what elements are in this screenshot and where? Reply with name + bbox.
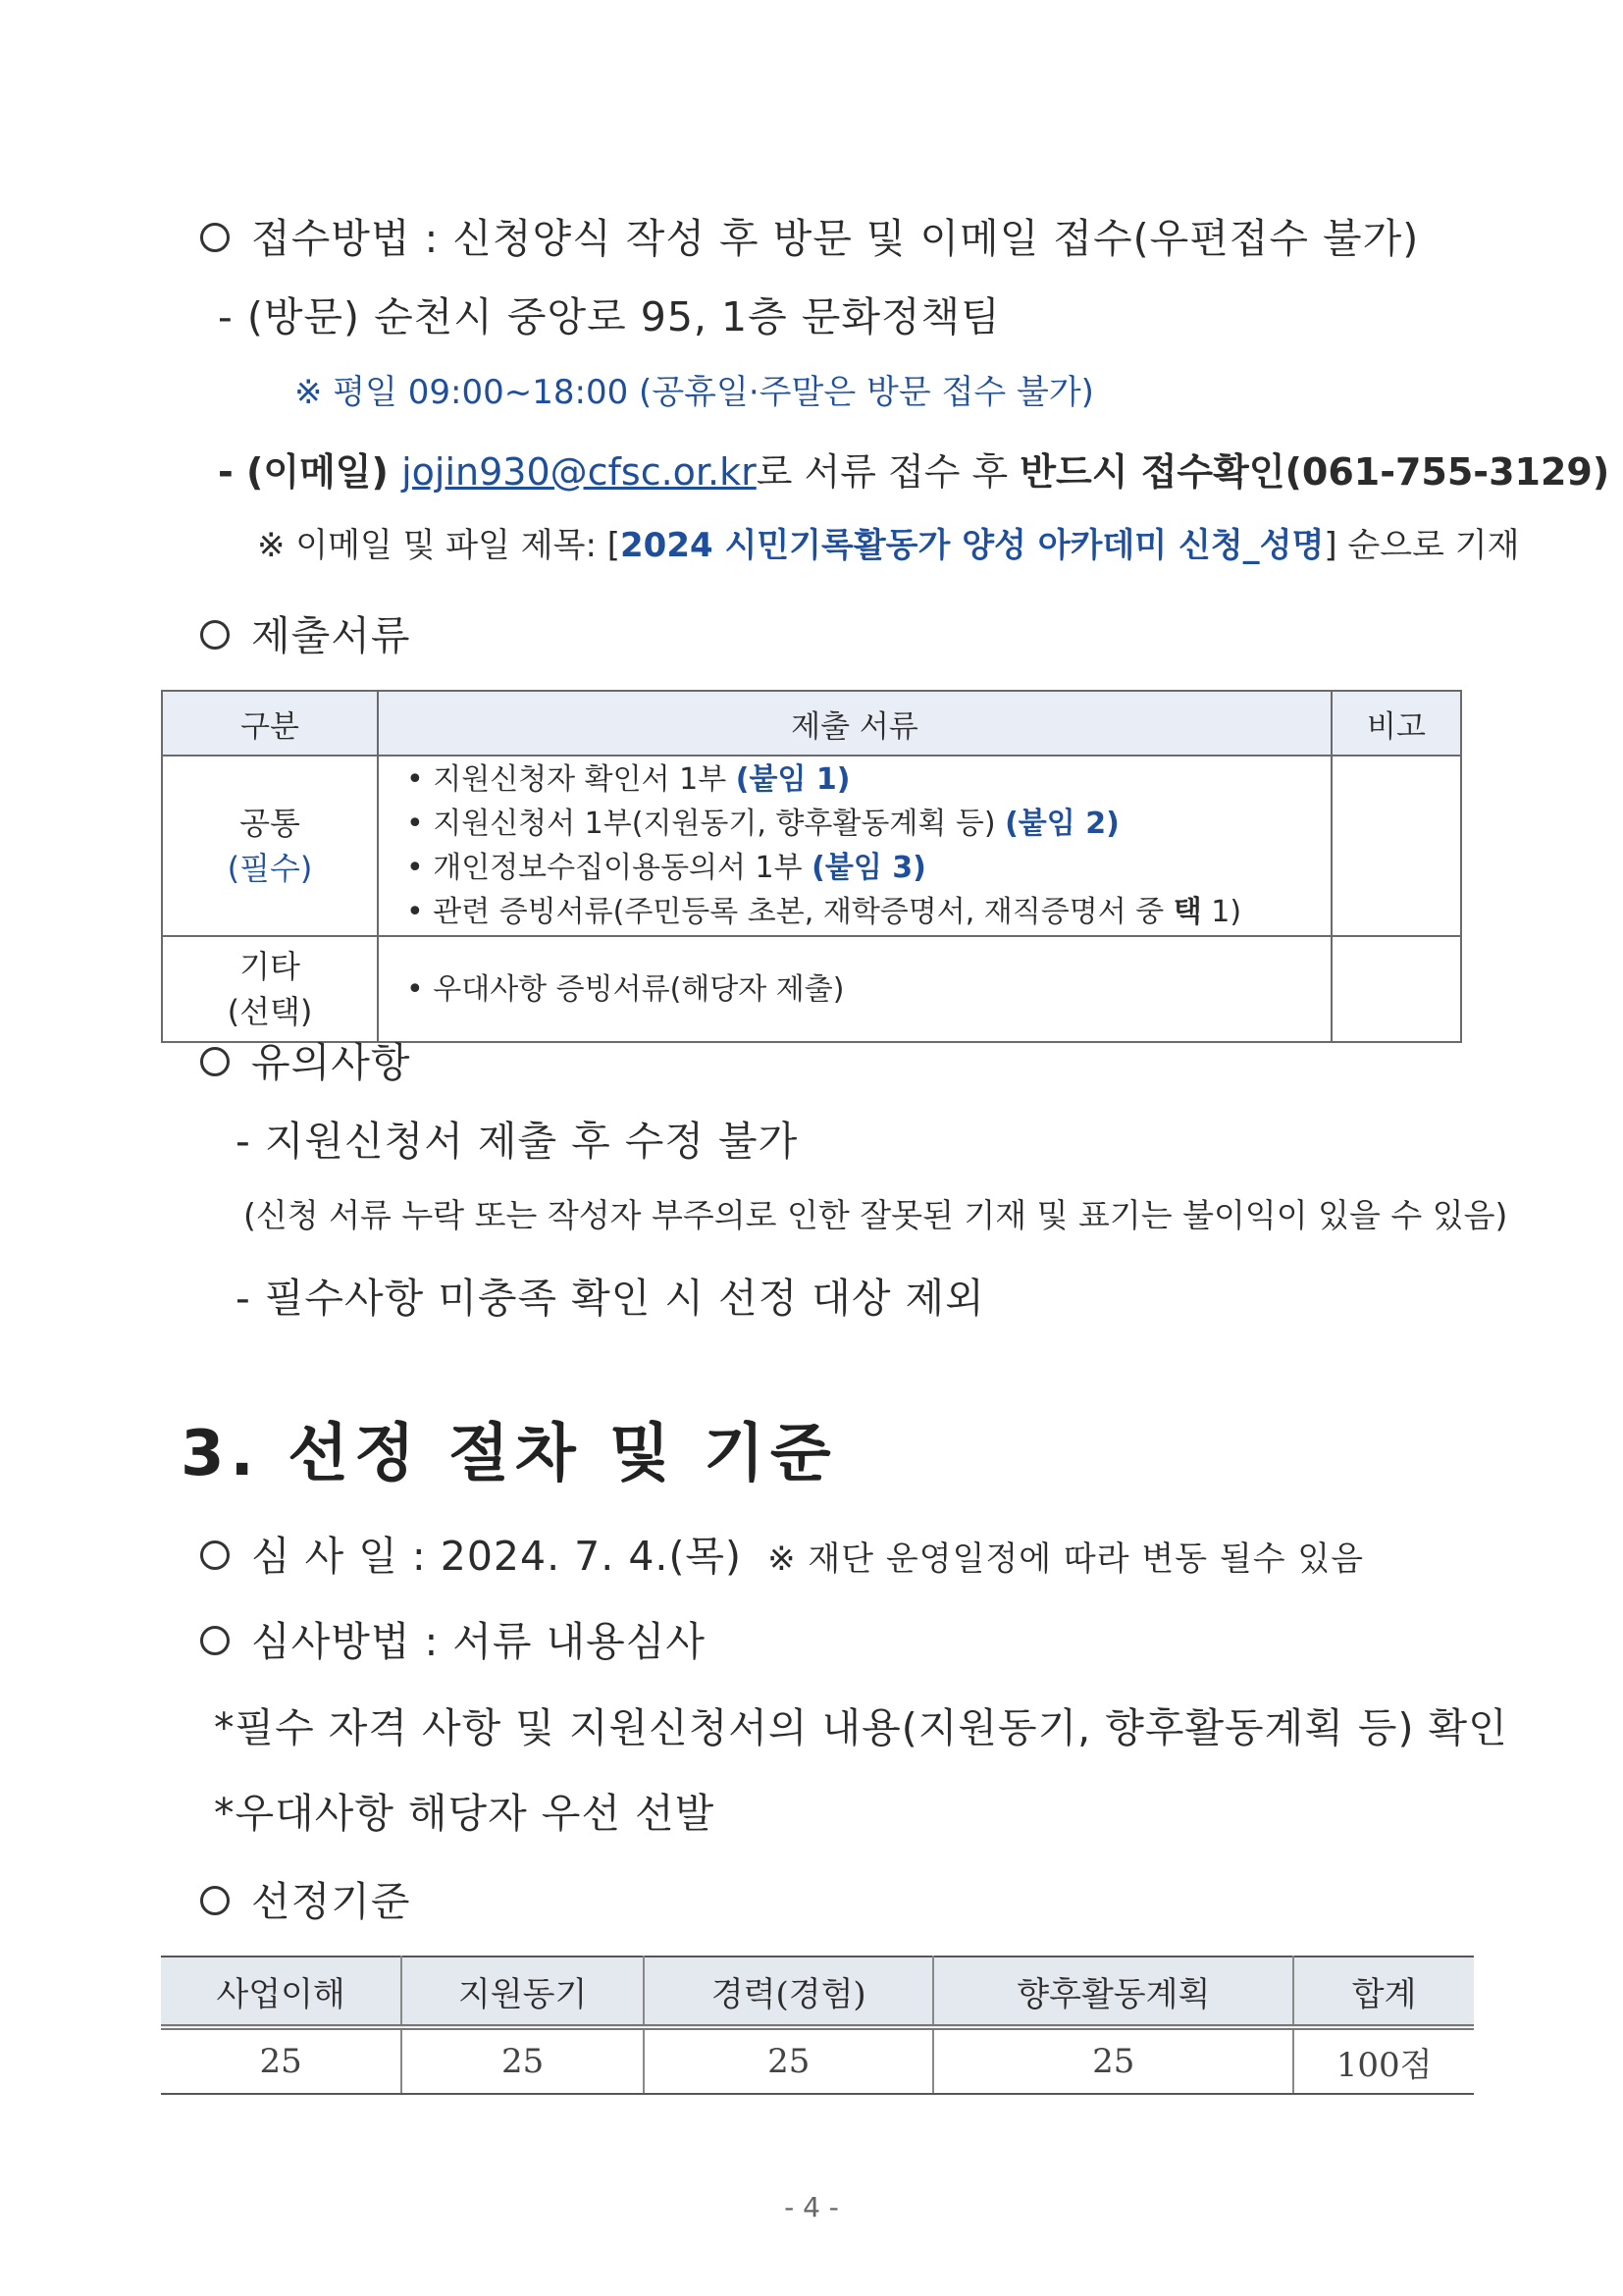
list-item: • 우대사항 증빙서류(해당자 제출) <box>406 971 845 1007</box>
email-title-note: ※ 이메일 및 파일 제목: [2024 시민기록활동가 양성 아카데미 신청_성명] 순으로 기재 <box>257 526 1520 565</box>
criteria-table <box>161 1956 1474 2095</box>
criteria-title: 선정기준 <box>200 1869 410 1927</box>
circle-bullet-icon <box>200 1886 230 1915</box>
email-address-link[interactable]: jojin930@cfsc.or.kr <box>401 450 757 494</box>
criteria-header: 사업이해 <box>161 1957 401 2027</box>
table-header-row <box>161 1957 1474 2027</box>
caution-item: - 필수사항 미충족 확인 시 선정 대상 제외 <box>236 1275 985 1322</box>
list-item: • 지원신청자 확인서 1부 (붙임 1) <box>406 762 851 797</box>
caution-note: (신청 서류 누락 또는 작성자 부주의로 인한 잘못된 기재 및 표기는 불이익이 있을 수 있음) <box>243 1196 1508 1234</box>
criteria-value: 25 <box>644 2027 933 2094</box>
documents-title: 제출서류 <box>200 603 410 661</box>
table-header-row <box>162 691 1461 756</box>
visit-line: - (방문) 순천시 중앙로 95, 1층 문화정책팀 <box>218 293 1001 340</box>
list-item: • 관련 증빙서류(주민등록 초본, 재학증명서, 재직증명서 중 택 1) <box>406 895 1242 929</box>
review-method-line: 심사방법 : 서류 내용심사 <box>200 1609 706 1667</box>
caution-item: - 지원신청서 제출 후 수정 불가 <box>236 1118 799 1165</box>
receive-method-line: 접수방법 : 신청양식 작성 후 방문 및 이메일 접수(우편접수 불가) <box>200 206 1419 264</box>
circle-bullet-icon <box>200 1540 230 1570</box>
documents-table <box>161 690 1462 1043</box>
category-other: 기타 (선택) <box>162 936 378 1042</box>
criteria-value: 25 <box>401 2027 644 2094</box>
list-item: • 개인정보수집이용동의서 1부 (붙임 3) <box>406 851 926 885</box>
table-row <box>162 756 1461 936</box>
header-category: 구분 <box>162 691 378 756</box>
criteria-value: 25 <box>161 2027 401 2094</box>
method-item: *우대사항 해당자 우선 선발 <box>214 1790 715 1837</box>
method-item: *필수 자격 사항 및 지원신청서의 내용(지원동기, 향후활동계획 등) 확인 <box>214 1704 1508 1751</box>
header-documents: 제출 서류 <box>378 691 1332 756</box>
criteria-value: 25 <box>933 2027 1293 2094</box>
remarks-cell <box>1332 936 1461 1042</box>
cautions-title: 유의사항 <box>200 1030 410 1088</box>
review-date-line: 심 사 일 : 2024. 7. 4.(목) ※ 재단 운영일정에 따라 변동 될수 있음 <box>200 1524 1364 1582</box>
criteria-header: 합계 <box>1293 1957 1474 2027</box>
page-number: - 4 - <box>784 2191 839 2223</box>
circle-bullet-icon <box>200 223 230 252</box>
email-line: - (이메일) jojin930@cfsc.or.kr로 서류 접수 후 반드시 접수확인(061-755-3129) <box>218 450 1610 494</box>
table-row <box>162 936 1461 1042</box>
list-item: • 지원신청서 1부(지원동기, 향후활동계획 등) (붙임 2) <box>406 807 1120 841</box>
documents-list <box>378 756 1332 936</box>
circle-bullet-icon <box>200 1626 230 1655</box>
circle-bullet-icon <box>200 1047 230 1076</box>
header-remarks: 비고 <box>1332 691 1461 756</box>
visit-hours-note: ※ 평일 09:00~18:00 (공휴일·주말은 방문 접수 불가) <box>294 373 1094 412</box>
remarks-cell <box>1332 756 1461 936</box>
circle-bullet-icon <box>200 620 230 650</box>
criteria-header: 경력(경험) <box>644 1957 933 2027</box>
criteria-header: 지원동기 <box>401 1957 644 2027</box>
table-row <box>161 2027 1474 2094</box>
category-common: 공통 (필수) <box>162 756 378 936</box>
section-heading: 3. 선정 절차 및 기준 <box>181 1418 837 1490</box>
documents-list <box>378 936 1332 1042</box>
criteria-value: 100점 <box>1293 2027 1474 2094</box>
criteria-header: 향후활동계획 <box>933 1957 1293 2027</box>
